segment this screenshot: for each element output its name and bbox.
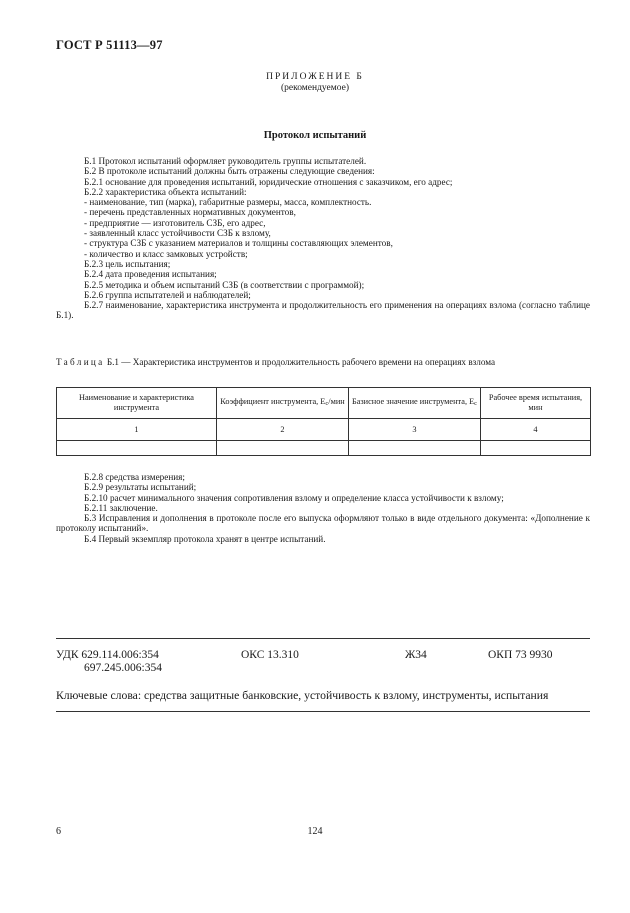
list-item: - наименование, тип (марка), габаритные размеры, масса, комплектность. — [84, 197, 372, 208]
document-header: ГОСТ Р 51113—97 — [56, 38, 163, 52]
page-number-center: 124 — [307, 826, 323, 837]
tools-table — [56, 387, 591, 456]
list-item: - предприятие — изготовитель СЗБ, его адрес, — [84, 217, 266, 228]
table-header-cell: Наименование и характеристика инструмента — [57, 388, 217, 419]
udk-code: УДК 629.114.006:354 — [56, 649, 159, 661]
okp-code: ОКП 73 9930 — [488, 649, 553, 661]
item-b2-10: Б.2.10 расчет минимального значения сопротивления взлому и определение класса устойчивости к взлому; — [84, 492, 504, 503]
udk-code-line2: 697.245.006:354 — [84, 662, 162, 674]
item-b2-4: Б.2.4 дата проведения испытания; — [84, 269, 217, 280]
item-b3: Б.3 Исправления и дополнения в протоколе после его выпуска оформляют только в виде отдельного документа: «Дополнение к протоколу испытаний». — [56, 513, 590, 534]
item-b2: Б.2 В протоколе испытаний должны быть отражены следующие сведения: — [84, 166, 375, 177]
table-header-row — [57, 388, 591, 419]
table-cell — [57, 441, 217, 456]
item-b2-7: Б.2.7 наименование, характеристика инструмента и продолжительность его применения на операциях взлома (согласно таблице Б.1). — [56, 300, 590, 321]
table-cell — [217, 441, 349, 456]
divider — [56, 711, 590, 712]
item-b2-2: Б.2.2 характеристика объекта испытаний: — [84, 186, 247, 197]
table-caption-text: Б.1 — Характеристика инструментов и продолжительность рабочего времени на операциях взлома — [104, 357, 496, 367]
list-item: - количество и класс замковых устройств; — [84, 248, 248, 259]
list-item: - структура СЗБ с указанием материалов и толщины составляющих элементов, — [84, 238, 393, 249]
divider — [56, 638, 590, 639]
item-b2-8: Б.2.8 средства измерения; — [84, 472, 185, 482]
item-b2-1: Б.2.1 основание для проведения испытаний, юридические отношения с заказчиком, его адрес; — [84, 176, 453, 187]
item-b4: Б.4 Первый экземпляр протокола хранят в центре испытаний. — [84, 533, 326, 544]
table-header-cell: Базисное значение инструмента, $E_c$ — [349, 388, 481, 419]
item-b1: Б.1 Протокол испытаний оформляет руководитель группы испытателей. — [84, 156, 367, 166]
appendix-subtitle: (рекомендуемое) — [280, 83, 350, 93]
table-caption — [56, 357, 590, 367]
table-cell: 1 — [57, 419, 217, 441]
group-code: Ж34 — [405, 649, 427, 661]
section-title: Протокол испытаний — [263, 130, 367, 141]
table-row — [57, 441, 591, 456]
table-caption-prefix: Таблица — [56, 357, 105, 367]
table-cell: 2 — [217, 419, 349, 441]
item-b2-9: Б.2.9 результаты испытаний; — [84, 482, 197, 493]
oks-code: ОКС 13.310 — [241, 649, 299, 661]
item-b2-11: Б.2.11 заключение. — [84, 502, 158, 513]
protocol-items-part2 — [56, 472, 590, 544]
list-item: - заявленный класс устойчивости СЗБ к взлому, — [84, 228, 271, 239]
table-header-cell: Рабочее время испытания, мин — [481, 388, 591, 419]
item-b2-6: Б.2.6 группа испытателей и наблюдателей; — [84, 289, 251, 300]
appendix-title: ПРИЛОЖЕНИЕ Б — [266, 72, 364, 82]
table-cell: 4 — [481, 419, 591, 441]
table-header-cell: Коэффициент инструмента, $E_c$/мин — [217, 388, 349, 419]
item-b2-5: Б.2.5 методика и объем испытаний СЗБ (в соответствии с программой); — [84, 279, 365, 290]
table-row — [57, 419, 591, 441]
list-item: - перечень представленных нормативных документов, — [84, 207, 296, 218]
item-b2-3: Б.2.3 цель испытания; — [84, 258, 171, 269]
page-number-left: 6 — [56, 826, 61, 837]
table-cell — [481, 441, 591, 456]
table-cell — [349, 441, 481, 456]
protocol-items-part1 — [56, 156, 590, 321]
keywords: Ключевые слова: средства защитные банковские, устойчивость к взлому, инструменты, испытания — [56, 689, 549, 702]
table-cell: 3 — [349, 419, 481, 441]
